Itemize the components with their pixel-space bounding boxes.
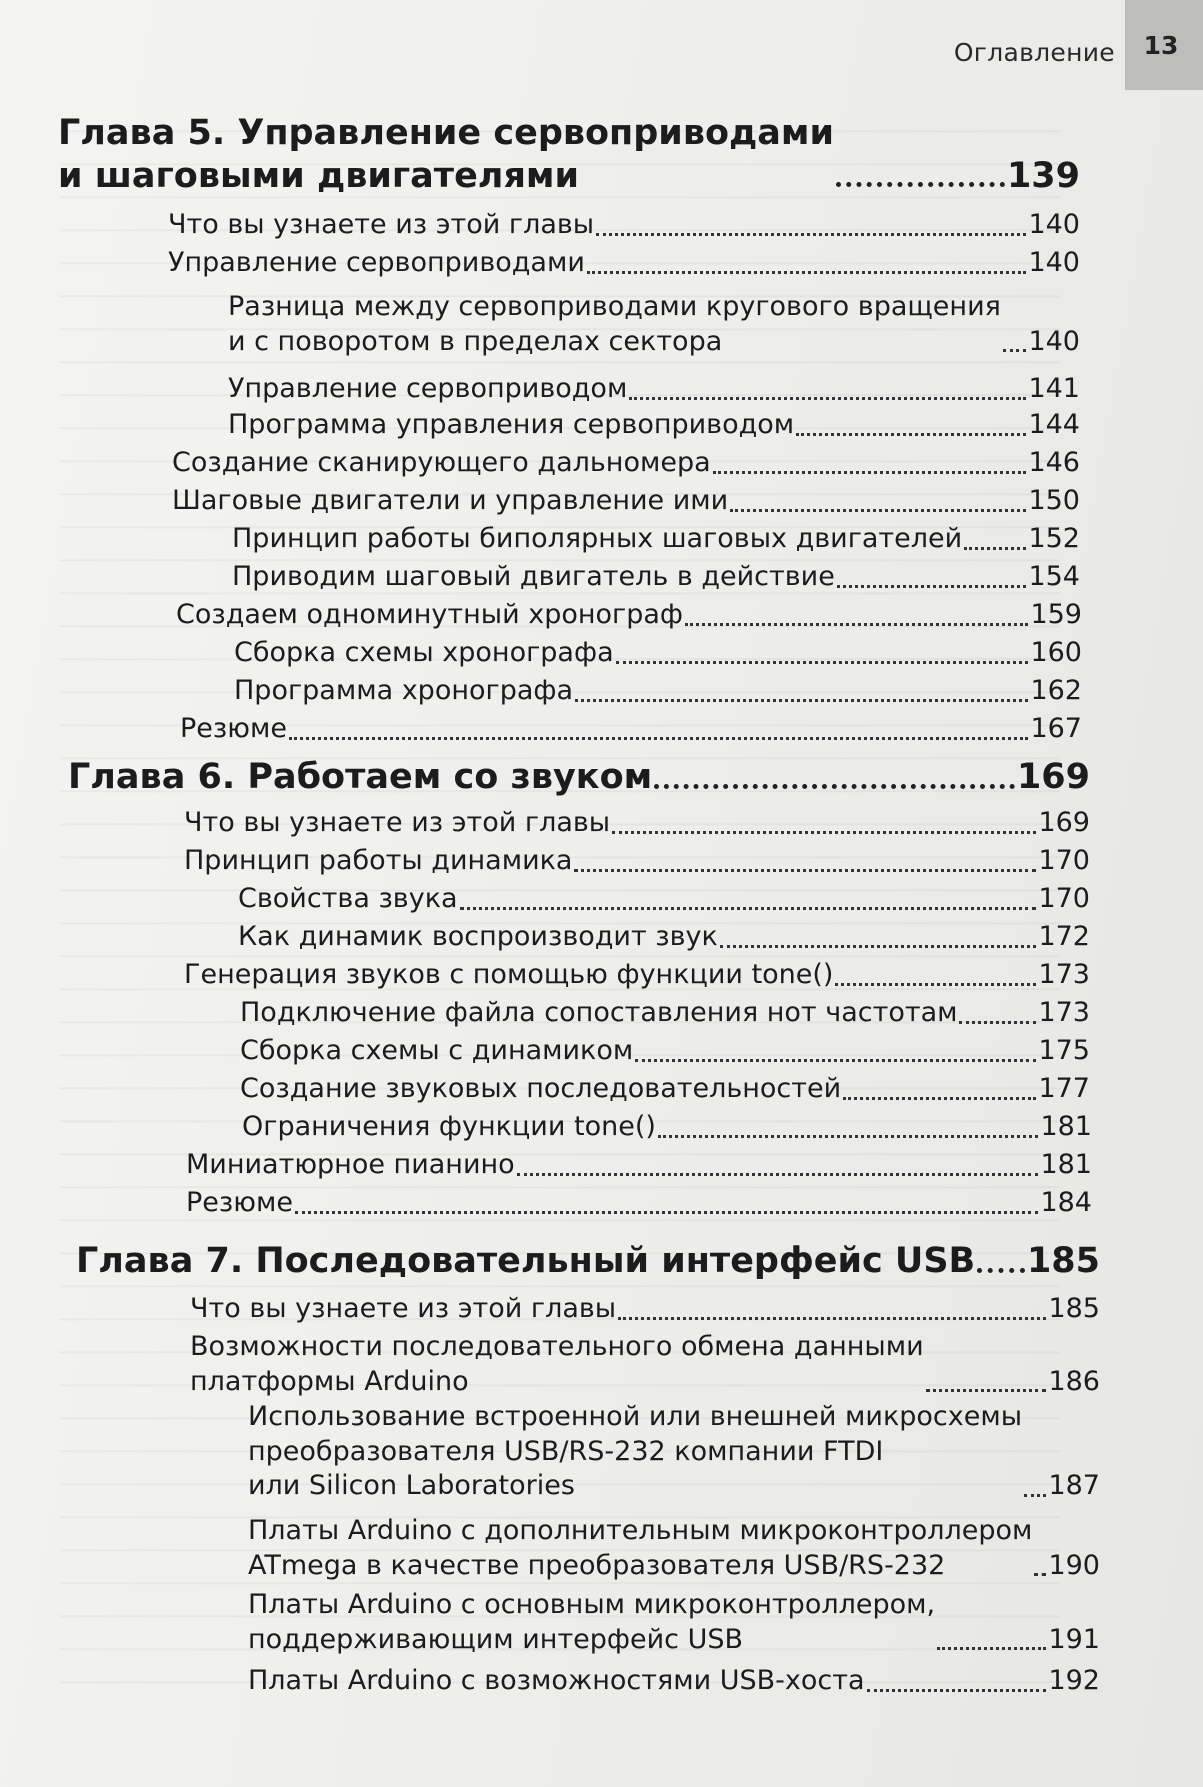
toc-entry-title: Миниатюрное пианино: [186, 1149, 515, 1180]
running-header: Оглавление: [953, 38, 1115, 67]
toc-entry-page: 192: [1048, 1665, 1100, 1696]
dot-leader: [1024, 1484, 1046, 1497]
toc-entry-page: 160: [1030, 637, 1082, 668]
toc-entry-title: Ограничения функции tone(): [242, 1111, 656, 1142]
toc-entry-title: Использование встроенной или внешней микросхемы преобразователя USB/RS-232 компании FTDI или Silicon Laboratories: [248, 1401, 1023, 1502]
dot-leader: [629, 387, 1026, 400]
toc-entry: [172, 446, 1080, 481]
toc-entry-page: 152: [1028, 523, 1080, 554]
toc-entry-page: 177: [1038, 1073, 1090, 1104]
toc-entry: [184, 958, 1090, 993]
toc-entry-page: 140: [1028, 247, 1080, 278]
toc-entry-page: 140: [1028, 209, 1080, 240]
dot-leader: [937, 1637, 1046, 1650]
toc-entry-title: Глава 5. Управление сервоприводами и шаговыми двигателями: [58, 113, 835, 196]
toc-entry-title: Глава 6. Работаем со звуком: [68, 757, 653, 797]
toc-entry-title: Глава 7. Последовательный интерфейс USB: [76, 1241, 976, 1281]
toc-entry-page: 173: [1038, 959, 1090, 990]
dot-leader: [713, 461, 1027, 474]
toc-entry: [232, 522, 1080, 557]
toc-entry-page: 181: [1040, 1149, 1092, 1180]
toc-entry: [248, 1588, 1100, 1657]
toc-entry-title: Принцип работы биполярных шаговых двигателей: [232, 523, 963, 554]
toc-entry-page: 185: [1026, 1241, 1100, 1281]
toc-entry: [242, 1110, 1092, 1145]
toc-entry-page: 144: [1028, 409, 1080, 440]
toc-entry: [232, 560, 1080, 595]
dot-leader: [1003, 339, 1027, 352]
toc-entry: [228, 372, 1080, 407]
toc-entry-title: Сборка схемы хронографа: [234, 637, 614, 668]
toc-entry-page: 173: [1038, 997, 1090, 1028]
toc-entry: [172, 484, 1080, 519]
dot-leader: [977, 1258, 1025, 1273]
toc-entry-page: 184: [1040, 1187, 1092, 1218]
toc-entry-title: Возможности последовательного обмена данными платформы Arduino: [190, 1331, 924, 1397]
toc-entry-page: 159: [1030, 599, 1082, 630]
toc-entry-page: 190: [1048, 1549, 1100, 1581]
toc-entry: [228, 290, 1080, 359]
toc-entry: [234, 674, 1082, 709]
toc-entry-title: Что вы узнаете из этой главы: [184, 807, 611, 838]
toc-entry: [228, 408, 1080, 443]
toc-entry-page: 139: [1006, 155, 1080, 196]
toc-entry-page: 185: [1048, 1293, 1100, 1324]
toc-entry-title: Генерация звуков с помощью функции tone(): [184, 959, 834, 990]
toc-entry-page: 181: [1040, 1111, 1092, 1142]
toc-entry-page: 186: [1048, 1365, 1100, 1397]
toc-entry: [248, 1400, 1100, 1504]
toc-entry: [238, 882, 1090, 917]
dot-leader: [926, 1379, 1047, 1392]
toc-entry-title: Управление сервоприводом: [228, 373, 628, 404]
toc-chapter-entry: [58, 112, 1080, 197]
dot-leader: [575, 689, 1028, 702]
toc-entry-page: 167: [1030, 713, 1082, 744]
toc-entry-title: Создание сканирующего дальномера: [172, 447, 711, 478]
toc-entry-page: 150: [1028, 485, 1080, 516]
toc-entry: [168, 246, 1080, 281]
toc-entry-title: Как динамик воспроизводит звук: [238, 921, 718, 952]
toc-entry-title: Резюме: [186, 1187, 293, 1218]
toc-entry-page: 170: [1038, 845, 1090, 876]
dot-leader: [836, 172, 1005, 187]
dot-leader: [959, 1011, 1036, 1024]
dot-leader: [720, 935, 1037, 948]
toc-entry-title: Управление сервоприводами: [168, 247, 585, 278]
toc-entry: [240, 1072, 1090, 1107]
toc-entry: [184, 844, 1090, 879]
dot-leader: [635, 1049, 1036, 1062]
toc-entry: [186, 1148, 1092, 1183]
toc-entry-page: 191: [1048, 1623, 1100, 1655]
dot-leader: [654, 774, 1015, 789]
dot-leader: [616, 651, 1029, 664]
dot-leader: [574, 859, 1036, 872]
toc-entry-title: Программа управления сервоприводом: [228, 409, 795, 440]
toc-entry-title: Платы Arduino с основным микроконтроллером, поддерживающим интерфейс USB: [248, 1589, 936, 1655]
toc-entry-title: Приводим шаговый двигатель в действие: [232, 561, 835, 592]
toc-chapter-entry: [76, 1240, 1100, 1283]
toc-entry-page: 169: [1016, 757, 1090, 797]
dot-leader: [460, 897, 1037, 910]
dot-leader: [964, 537, 1026, 550]
toc-entry-title: Что вы узнаете из этой главы: [168, 209, 595, 240]
toc-entry-title: Платы Arduino с дополнительным микроконтроллером ATmega в качестве преобразователя USB/RS-232: [248, 1515, 1033, 1581]
toc-entry-title: Шаговые двигатели и управление ими: [172, 485, 729, 516]
toc-entry-page: 162: [1030, 675, 1082, 706]
toc-entry: [176, 598, 1082, 633]
dot-leader: [587, 261, 1027, 274]
dot-leader: [843, 1087, 1036, 1100]
toc-entry-page: 187: [1048, 1470, 1100, 1502]
toc-chapter-entry: [68, 756, 1090, 799]
toc-entry-title: Создаем одноминутный хронограф: [176, 599, 684, 630]
toc-entry-title: Принцип работы динамика: [184, 845, 573, 876]
toc-entry-page: 175: [1038, 1035, 1090, 1066]
dot-leader: [517, 1163, 1039, 1176]
dot-leader: [295, 1201, 1038, 1214]
toc-entry: [190, 1330, 1100, 1399]
toc-entry-page: 140: [1028, 325, 1080, 357]
dot-leader: [796, 423, 1026, 436]
toc-entry-title: Создание звуковых последовательностей: [240, 1073, 842, 1104]
toc-entry-page: 141: [1028, 373, 1080, 404]
dot-leader: [867, 1679, 1047, 1692]
toc-entry-page: 170: [1038, 883, 1090, 914]
toc-entry-title: Резюме: [180, 713, 287, 744]
toc-entry: [184, 806, 1090, 841]
toc-entry-title: Сборка схемы с динамиком: [240, 1035, 634, 1066]
dot-leader: [685, 613, 1028, 626]
dot-leader: [596, 223, 1026, 236]
dot-leader: [658, 1125, 1039, 1138]
dot-leader: [730, 499, 1026, 512]
toc-entry: [240, 1034, 1090, 1069]
toc-entry-page: 169: [1038, 807, 1090, 838]
dot-leader: [612, 821, 1036, 834]
toc-entry-title: Программа хронографа: [234, 675, 574, 706]
toc-entry: [168, 208, 1080, 243]
toc-entry-title: Платы Arduino с возможностями USB-хоста: [248, 1665, 865, 1696]
dot-leader: [289, 727, 1028, 740]
toc-entry: [234, 636, 1082, 671]
dot-leader: [1034, 1563, 1046, 1576]
toc-entry-title: Разница между сервоприводами кругового вращения и с поворотом в пределах сектора: [228, 291, 1001, 357]
toc-entry: [238, 920, 1090, 955]
toc-entry: [240, 996, 1090, 1031]
page-number: 13: [1125, 0, 1203, 90]
toc-entry-title: Подключение файла сопоставления нот частотам: [240, 997, 958, 1028]
dot-leader: [837, 575, 1027, 588]
toc-entry: [186, 1186, 1092, 1221]
toc-entry-page: 154: [1028, 561, 1080, 592]
toc-entry: [180, 712, 1082, 747]
toc-entry: [248, 1664, 1100, 1699]
dot-leader: [835, 973, 1036, 986]
toc-entry-page: 172: [1038, 921, 1090, 952]
toc-entry: [190, 1292, 1100, 1327]
toc-entry-page: 146: [1028, 447, 1080, 478]
toc-entry-title: Свойства звука: [238, 883, 458, 914]
dot-leader: [618, 1307, 1046, 1320]
toc-entry-title: Что вы узнаете из этой главы: [190, 1293, 617, 1324]
toc-entry: [248, 1514, 1100, 1583]
